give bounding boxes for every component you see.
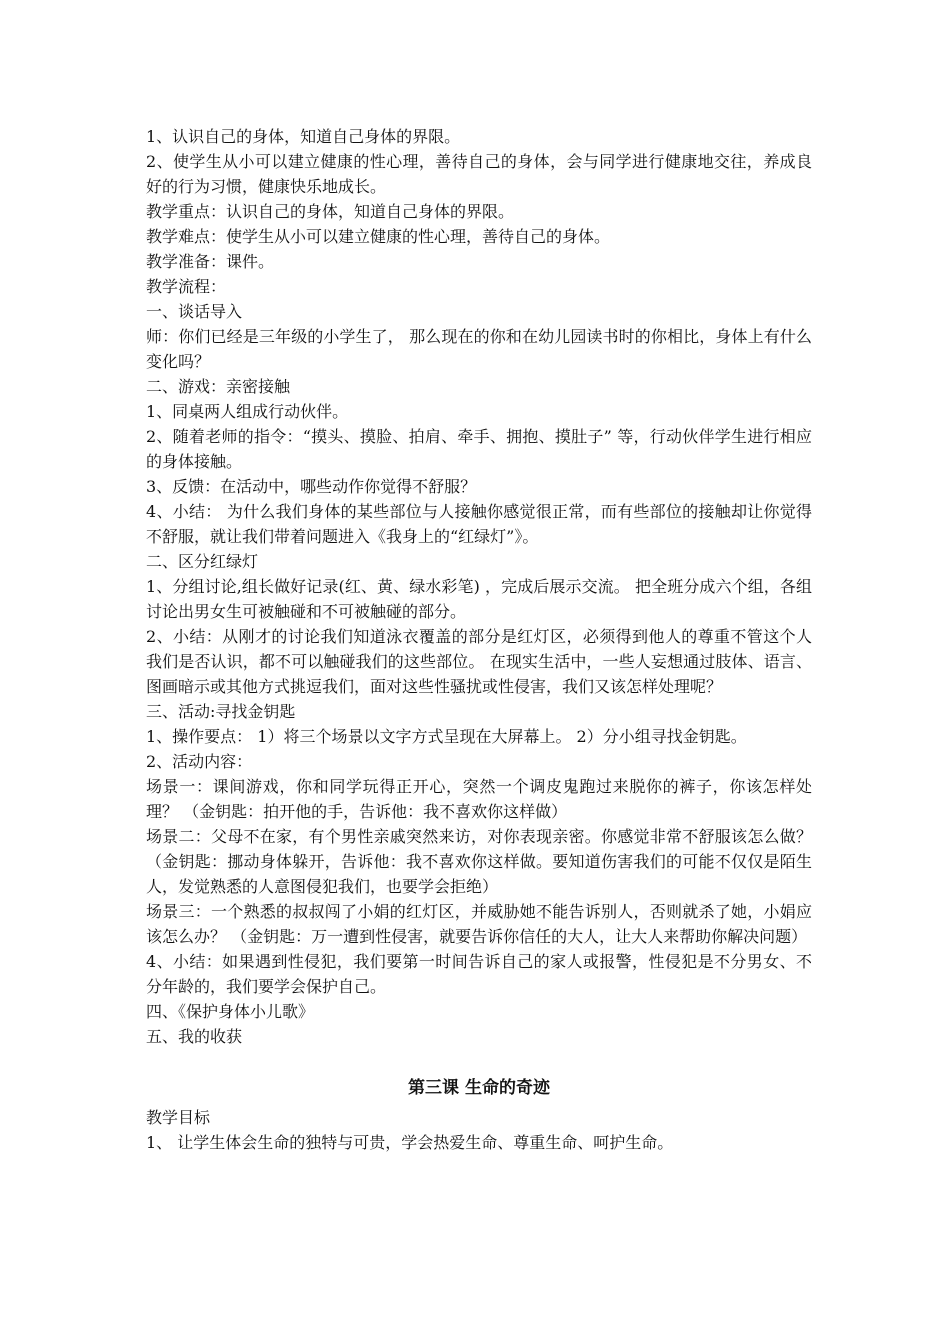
- text-line: 1、分组讨论,组长做好记录(红、黄、绿水彩笔) ，完成后展示交流。 把全班分成六个组，各组讨论出男女生可被触碰和不可被触碰的部分。: [146, 577, 812, 621]
- text-line: 1、同桌两人组成行动伙伴。: [146, 402, 349, 421]
- text-line: 2、活动内容：: [146, 752, 253, 771]
- text-line: 教学难点：使学生从小可以建立健康的性心理，善待自己的身体。: [146, 227, 611, 246]
- section-heading: 二、区分红绿灯: [146, 552, 259, 571]
- section-heading: 五、我的收获: [146, 1027, 243, 1046]
- text-line: 2、使学生从小可以建立健康的性心理，善待自己的身体，会与同学进行健康地交往，养成良好的行为习惯，健康快乐地成长。: [146, 152, 812, 196]
- section-heading: 一、谈话导入: [146, 302, 243, 321]
- text-line: 4、小结： 为什么我们身体的某些部位与人接触你感觉很正常，而有些部位的接触却让你觉得不舒服，就让我们带着问题进入《我身上的“红绿灯”》。: [146, 502, 812, 546]
- text-line: 2、小结：从刚才的讨论我们知道泳衣覆盖的部分是红灯区，必须得到他人的尊重不管这个人我们是否认识，都不可以触碰我们的这些部位。 在现实生活中，一些人妄想通过肢体、语言、图画暗示或其他方式挑逗我们，面对这些性骚扰或性侵害，我们又该怎样处理呢？: [146, 627, 812, 696]
- text-line: 1、 让学生体会生命的独特与可贵，学会热爱生命、尊重生命、呵护生命。: [146, 1133, 674, 1152]
- text-line: 教学目标: [146, 1108, 211, 1127]
- scenario-paragraph: 场景三：一个熟悉的叔叔闯了小娟的红灯区，并威胁她不能告诉别人，否则就杀了她，小娟应该怎么办？ （金钥匙：万一遭到性侵害，就要告诉你信任的大人，让大人来帮助你解决问题）: [146, 902, 812, 946]
- text-line: 3、反馈：在活动中，哪些动作你觉得不舒服？: [146, 477, 477, 496]
- text-line: 1、操作要点： 1）将三个场景以文字方式呈现在大屏幕上。 2）分小组寻找金钥匙。: [146, 727, 747, 746]
- text-line: 1、认识自己的身体，知道自己身体的界限。: [146, 127, 461, 146]
- section-heading: 二、游戏：亲密接触: [146, 377, 291, 396]
- scenario-paragraph: 场景一：课间游戏，你和同学玩得正开心，突然一个调皮鬼跑过来脱你的裤子，你该怎样处理？ （金钥匙：拍开他的手，告诉他：我不喜欢你这样做）: [146, 777, 812, 821]
- text-line: 教学准备：课件。: [146, 252, 275, 271]
- text-line: 4、小结：如果遇到性侵犯，我们要第一时间告诉自己的家人或报警，性侵犯是不分男女、不分年龄的，我们要学会保护自己。: [146, 952, 812, 996]
- document-body: [146, 124, 812, 1155]
- lesson-title: 第三课 生命的奇迹: [408, 1078, 550, 1098]
- text-line: 2、随着老师的指令：“摸头、摸脸、拍肩、牵手、拥抱、摸肚子” 等，行动伙伴学生进行相应的身体接触。: [146, 427, 812, 471]
- text-line: 师：你们已经是三年级的小学生了， 那么现在的你和在幼儿园读书时的你相比，身体上有什么变化吗？: [146, 327, 812, 371]
- text-line: 教学重点：认识自己的身体，知道自己身体的界限。: [146, 202, 515, 221]
- text-line: 教学流程：: [146, 277, 227, 296]
- section-heading: 三、活动:寻找金钥匙: [146, 702, 296, 721]
- scenario-paragraph: 场景二：父母不在家，有个男性亲戚突然来访，对你表现亲密。你感觉非常不舒服该怎么做？（金钥匙：挪动身体躲开，告诉他：我不喜欢你这样做。要知道伤害我们的可能不仅仅是陌生人，发觉熟悉的人意图侵犯我们，也要学会拒绝）: [146, 827, 812, 896]
- section-heading: 四、《保护身体小儿歌》: [146, 1002, 315, 1021]
